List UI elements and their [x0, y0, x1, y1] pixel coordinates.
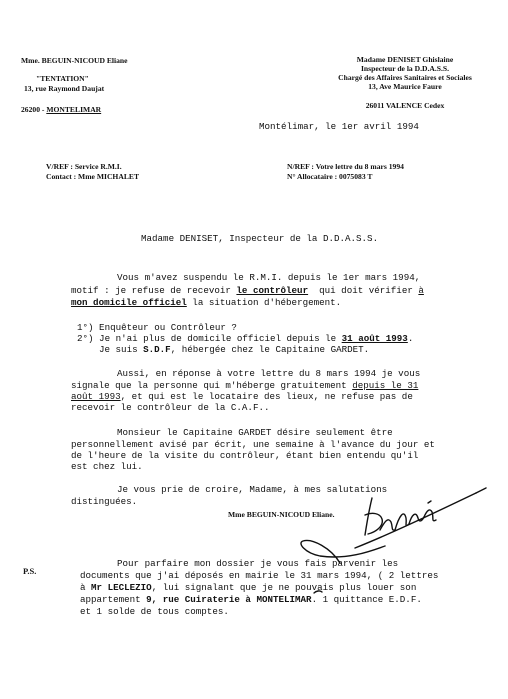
- recipient-street: 13, Ave Maurice Faure: [368, 82, 442, 91]
- closing-line-2: distinguées.: [71, 496, 138, 507]
- ps-line-5: et 1 solde de tous comptes.: [80, 606, 229, 617]
- date-line: Montélimar, le 1er avril 1994: [259, 121, 419, 132]
- sender-city: MONTELIMAR: [46, 105, 102, 114]
- ps-line-2: documents que j'ai déposés en mairie le 31 mars 1994, ( 2 lettres: [80, 570, 439, 581]
- contact-line: Contact : Mme MICHALET: [46, 172, 140, 181]
- p2-line-2: signale que la personne qui m'héberge gratuitement depuis le 31: [71, 380, 419, 391]
- list-item-2: 2°) Je n'ai plus de domicile officiel depuis le 31 août 1993.: [77, 333, 414, 344]
- p3-line-1: Monsieur le Capitaine GARDET désire seulement être: [117, 427, 393, 438]
- sender-postal: 26200 -: [21, 105, 47, 114]
- p1-line-3: mon domicile officiel la situation d'hébergement.: [71, 297, 342, 308]
- allocataire-line: N° Allocataire : 0075083 T: [287, 172, 373, 181]
- list-item-3: Je suis S.D.F, hébergée chez le Capitaine GARDET.: [99, 344, 370, 355]
- sender-company: "TENTATION": [36, 74, 89, 83]
- p3-line-3: de l'heure de la visite du contrôleur, étant bien entendu qu'il: [71, 450, 419, 461]
- recipient-title: Inspecteur de la D.D.A.S.S.: [360, 64, 450, 73]
- ps-label: P.S.: [23, 566, 37, 576]
- p1-line-2: motif : je refuse de recevoir le contrôleur qui doit vérifier à: [71, 285, 424, 296]
- p3-line-2: personnellement avisé par écrit, une semaine à l'avance du jour et: [71, 439, 435, 450]
- list-item-1: 1°) Enquêteur ou Contrôleur ?: [77, 322, 237, 333]
- p2-line-3: août 1993, et qui est le locataire des lieux, ne refuse pas de: [71, 391, 413, 402]
- p1-line-1: Vous m'avez suspendu le R.M.I. depuis le 1er mars 1994,: [117, 272, 421, 283]
- p2-line-1: Aussi, en réponse à votre lettre du 8 mars 1994 je vous: [117, 368, 421, 379]
- recipient-role: Chargé des Affaires Sanitaires et Sociales: [338, 73, 472, 82]
- date-emphasis: 31 août 1993: [341, 333, 408, 344]
- sender-city-line: [21, 105, 101, 114]
- sender-name: Mme. BEGUIN-NICOUD Eliane: [21, 56, 128, 65]
- ps-line-3: à Mr LECLEZIO, lui signalant que je ne pouvais plus louer son: [80, 582, 417, 593]
- p2-line-4: recevoir le contrôleur de la C.A.F..: [71, 402, 270, 413]
- nref-line: N/REF : Votre lettre du 8 mars 1994: [287, 162, 404, 171]
- p3-line-4: est chez lui.: [71, 461, 143, 472]
- domicile-emphasis: mon domicile officiel: [71, 297, 187, 308]
- ps-line-4: appartement 9, rue Cuiraterie à MONTELIMAR. 1 quittance E.D.F.: [80, 594, 422, 605]
- recipient-city: 26011 VALENCE Cedex: [365, 101, 445, 110]
- recipient-name: Madame DENISET Ghislaine: [356, 55, 454, 64]
- closing-line-1: Je vous prie de croire, Madame, à mes salutations: [117, 484, 388, 495]
- ps-line-1: Pour parfaire mon dossier je vous fais parvenir les: [117, 558, 399, 569]
- vref-line: V/REF : Service R.M.I.: [46, 162, 122, 171]
- sender-street: 13, rue Raymond Daujat: [24, 84, 105, 93]
- signature-name: Mme BEGUIN-NICOUD Eliane.: [228, 510, 335, 519]
- controleur-emphasis: le contrôleur: [236, 285, 309, 296]
- salutation: Madame DENISET, Inspecteur de la D.D.A.S.S.: [141, 233, 379, 244]
